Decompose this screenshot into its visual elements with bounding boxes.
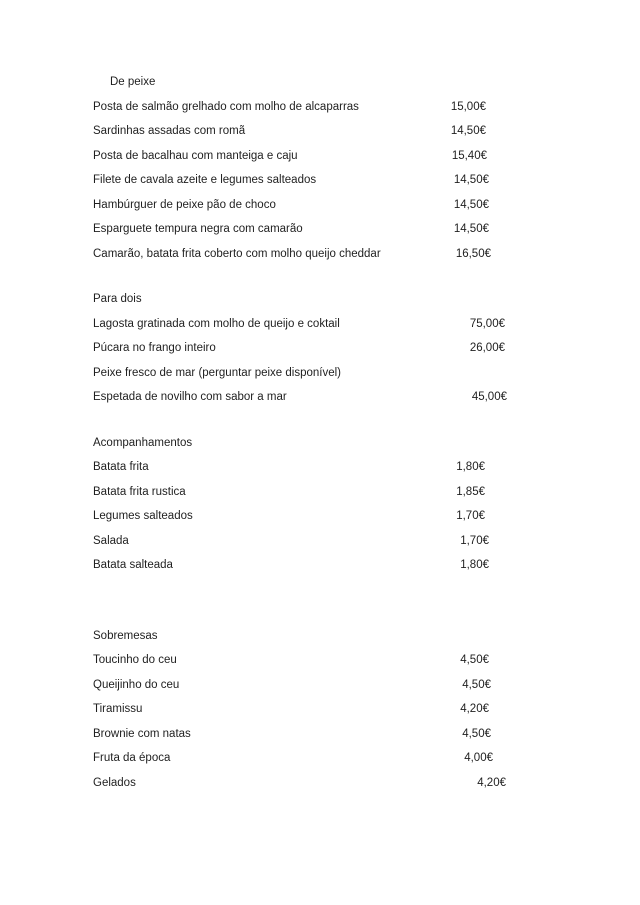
menu-item-row	[93, 722, 513, 747]
section-title: Acompanhamentos	[93, 436, 193, 449]
menu-item-name: Tiramissu	[93, 703, 143, 715]
menu-item-name: Posta de salmão grelhado com molho de alcaparras	[93, 100, 359, 113]
menu-item-price: 1,80€	[456, 461, 485, 473]
menu-item-row	[93, 168, 513, 193]
section-title: Sobremesas	[93, 629, 158, 642]
menu-section-acompanhamentos	[93, 431, 640, 578]
menu-item-row	[93, 455, 513, 480]
menu-item-price: 16,50€	[455, 247, 491, 260]
menu-item-name: Peixe fresco de mar (perguntar peixe disponível)	[93, 366, 342, 379]
menu-item-price: 1,80€	[460, 559, 489, 571]
menu-section-para-dois	[93, 287, 640, 410]
menu-item-row	[93, 361, 513, 386]
menu-item-price: 75,00€	[469, 317, 505, 330]
menu-item-row	[93, 504, 513, 529]
menu-item-row	[93, 336, 513, 361]
menu-item-name: Filete de cavala azeite e legumes salteados	[93, 174, 317, 186]
menu-item-row	[93, 529, 513, 554]
menu-item-price: 4,20€	[460, 703, 489, 715]
menu-item-name: Lagosta gratinada com molho de queijo e coktail	[93, 317, 340, 330]
menu-item-row	[93, 648, 513, 673]
menu-item-row	[93, 480, 513, 505]
menu-item-name: Púcara no frango inteiro	[93, 342, 216, 354]
menu-item-name: Posta de bacalhau com manteiga e caju	[93, 149, 298, 162]
menu-item-row	[93, 144, 513, 169]
menu-item-row	[93, 312, 513, 337]
menu-item-price: 14,50€	[453, 174, 489, 186]
menu-item-price: 4,50€	[462, 678, 491, 691]
menu-item-row	[93, 193, 513, 218]
menu-item-price: 4,00€	[464, 752, 493, 764]
menu-item-price: 26,00€	[469, 342, 505, 354]
menu-item-name: Queijinho do ceu	[93, 678, 180, 691]
menu-section-de-peixe	[93, 70, 640, 266]
menu-item-row	[93, 771, 513, 796]
menu-item-price: 1,70€	[456, 510, 485, 522]
menu-item-name: Brownie com natas	[93, 727, 191, 740]
menu-item-price: 14,50€	[453, 223, 489, 235]
menu-item-name: Legumes salteados	[93, 510, 193, 522]
menu-item-name: Espetada de novilho com sabor a mar	[93, 391, 287, 403]
menu-item-name: Salada	[93, 534, 129, 547]
menu-item-name: Batata salteada	[93, 559, 173, 571]
menu-item-price: 15,00€	[450, 100, 486, 113]
menu-item-name: Gelados	[93, 776, 136, 789]
menu-item-price: 4,20€	[477, 776, 506, 789]
menu-item-price: 1,70€	[460, 534, 489, 547]
menu-item-row	[93, 119, 513, 144]
section-title: Para dois	[93, 293, 142, 305]
menu-item-price: 15,40€	[451, 149, 487, 162]
menu-item-row	[93, 242, 513, 267]
menu-item-price: 4,50€	[460, 654, 489, 666]
menu-item-price: 4,50€	[462, 727, 491, 740]
menu-item-price: 1,85€	[456, 485, 485, 498]
menu-item-name: Fruta da época	[93, 752, 171, 764]
menu-item-price: 14,50€	[453, 198, 489, 211]
menu-section-sobremesas	[93, 624, 640, 796]
menu-item-row	[93, 673, 513, 698]
menu-item-name: Batata frita	[93, 461, 149, 473]
menu-item-row	[93, 217, 513, 242]
menu-item-name: Batata frita rustica	[93, 485, 186, 498]
menu-item-row	[93, 697, 513, 722]
menu-item-price: 14,50€	[450, 125, 486, 137]
menu-item-row	[93, 553, 513, 578]
menu-item-price: 45,00€	[471, 391, 507, 403]
menu-item-row	[93, 385, 513, 410]
menu-item-name: Camarão, batata frita coberto com molho queijo cheddar	[93, 247, 381, 260]
menu-item-row	[93, 95, 513, 120]
menu-item-name: Toucinho do ceu	[93, 654, 177, 666]
menu-item-name: Sardinhas assadas com romã	[93, 125, 246, 137]
menu-item-name: Esparguete tempura negra com camarão	[93, 223, 303, 235]
section-title: De peixe	[110, 76, 156, 88]
menu-item-row	[93, 746, 513, 771]
menu-item-name: Hambúrguer de peixe pão de choco	[93, 198, 276, 211]
